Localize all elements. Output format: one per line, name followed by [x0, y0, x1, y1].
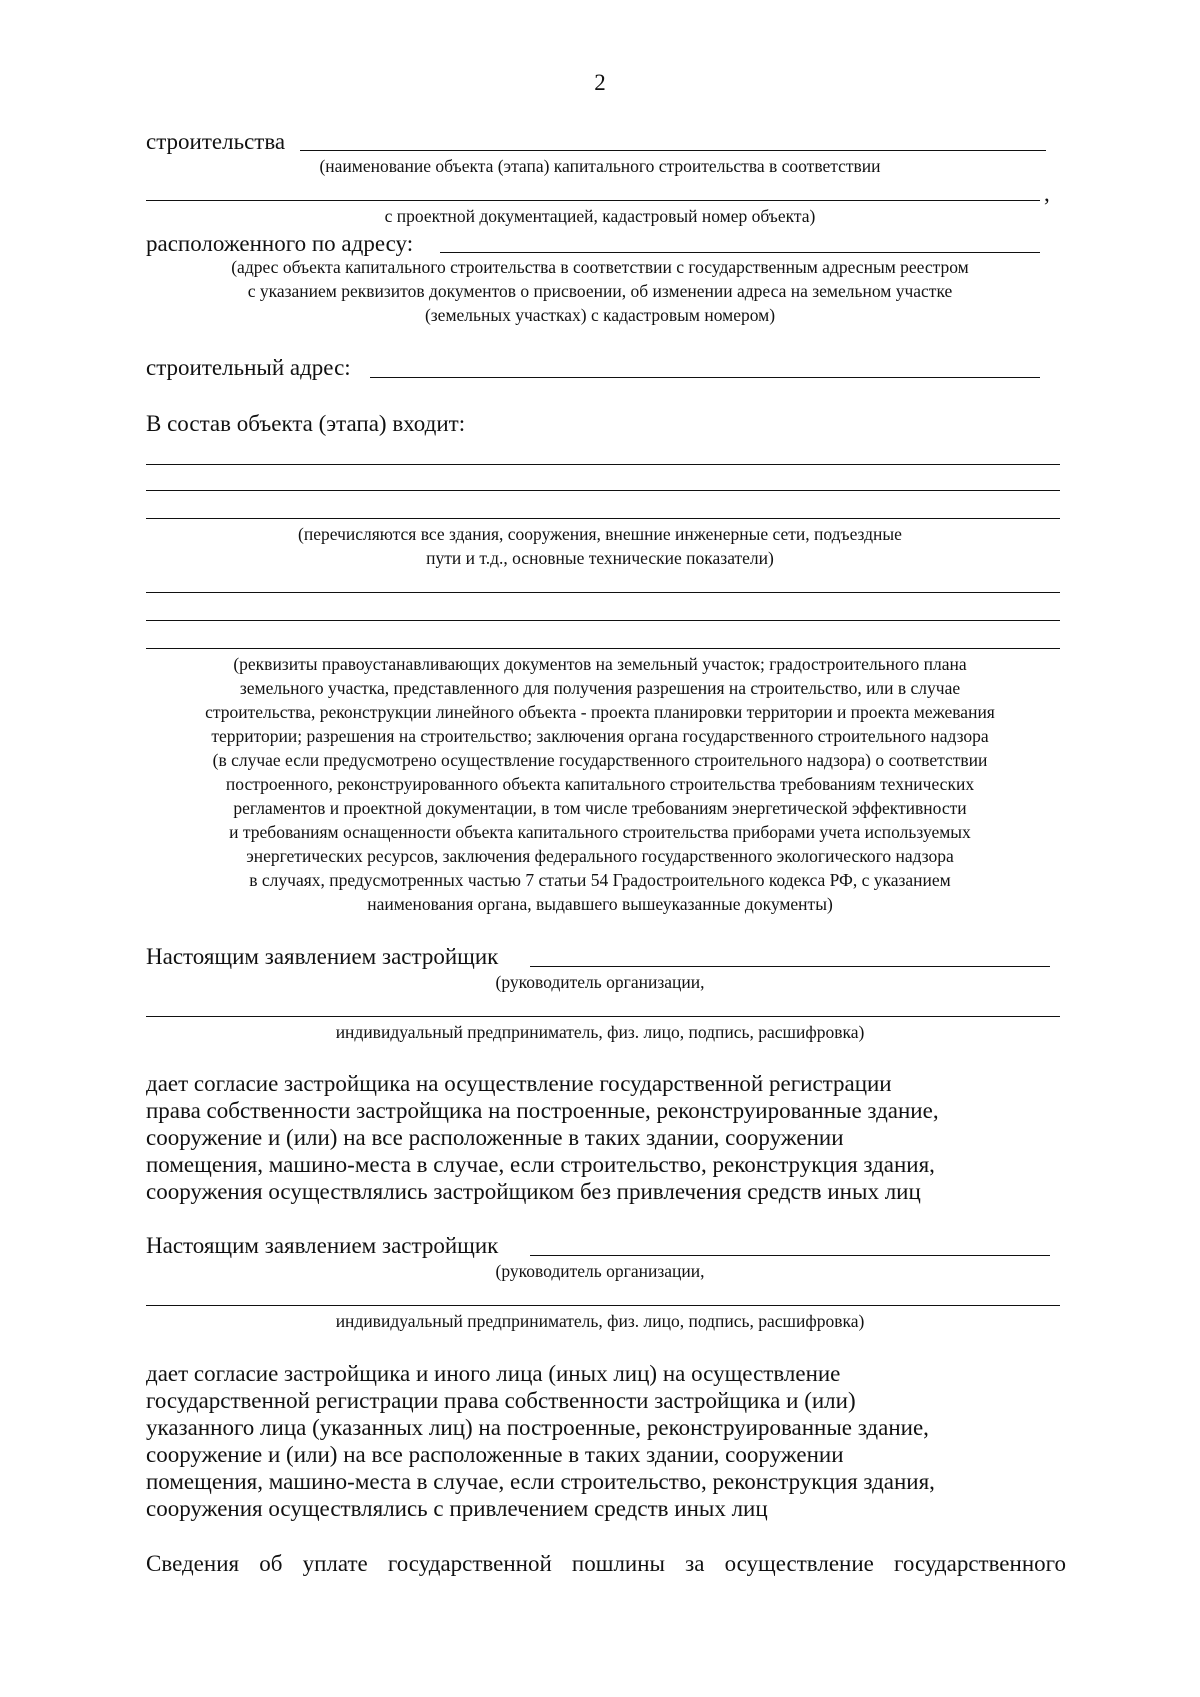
requisites-caption-line: энергетических ресурсов, заключения федерального государственного экологического надзора: [246, 846, 954, 866]
construction-name-field-2[interactable]: [146, 200, 1040, 201]
statement-2-signature-field[interactable]: [146, 1305, 1060, 1306]
requisites-caption-line: земельного участка, представленного для получения разрешения на строительство, или в случае: [239, 678, 961, 698]
statement-1-label: Настоящим заявлением застройщик: [146, 944, 499, 969]
composition-label: В состав объекта (этапа) входит:: [146, 411, 466, 436]
build-address-label: строительный адрес:: [146, 355, 351, 380]
requisites-caption-line: регламентов и проектной документации, в том числе требованиям энергетической эффективности: [233, 798, 967, 818]
requisites-caption-line: наименования органа, выдавшего вышеуказанные документы): [367, 894, 833, 914]
statement-1-text-line: права собственности застройщика на построенные, реконструированные здание,: [146, 1098, 939, 1123]
address-label: расположенного по адресу:: [146, 231, 414, 256]
construction-name-field[interactable]: [300, 150, 1046, 151]
composition-field-line[interactable]: [146, 518, 1060, 519]
statement-1-caption-2: индивидуальный предприниматель, физ. лицо, подпись, расшифровка): [335, 1022, 865, 1042]
construction-label: строительства: [146, 129, 286, 154]
statement-2-text-line: сооружение и (или) на все расположенные в таких здании, сооружении: [146, 1442, 844, 1467]
address-caption-line: с указанием реквизитов документов о присвоении, об изменении адреса на земельном участке: [247, 281, 953, 301]
requisites-field-line[interactable]: [146, 620, 1060, 621]
trailing-comma: ,: [1044, 181, 1050, 206]
address-field[interactable]: [440, 252, 1040, 253]
composition-field-line[interactable]: [146, 490, 1060, 491]
requisites-caption-line: (реквизиты правоустанавливающих документов на земельный участок; градостроительного плана: [233, 654, 967, 674]
statement-2-caption-2: индивидуальный предприниматель, физ. лицо, подпись, расшифровка): [335, 1311, 865, 1331]
fee-text: Сведения об уплате государственной пошлины за осуществление государственного: [146, 1551, 1066, 1576]
requisites-caption-line: строительства, реконструкции линейного объекта - проекта планировки территории и проекта межевания: [205, 702, 995, 722]
statement-1-text-line: сооружения осуществлялись застройщиком без привлечения средств иных лиц: [146, 1179, 921, 1204]
composition-caption-line: (перечисляются все здания, сооружения, внешние инженерные сети, подъездные: [298, 524, 902, 544]
statement-2-caption-1: (руководитель организации,: [495, 1261, 705, 1281]
construction-caption-1: (наименование объекта (этапа) капитального строительства в соответствии: [319, 156, 881, 176]
address-caption-line: (земельных участках) с кадастровым номером): [424, 305, 776, 325]
requisites-field-line[interactable]: [146, 592, 1060, 593]
page-number: 2: [594, 70, 606, 95]
statement-2-text-line: государственной регистрации права собственности застройщика и (или): [146, 1388, 856, 1413]
statement-2-text-line: помещения, машино-места в случае, если строительство, реконструкция здания,: [146, 1469, 935, 1494]
requisites-caption-line: в случаях, предусмотренных частью 7 статьи 54 Градостроительного кодекса РФ, с указанием: [249, 870, 951, 890]
statement-1-text-line: помещения, машино-места в случае, если строительство, реконструкция здания,: [146, 1152, 935, 1177]
statement-2-signer-field[interactable]: [530, 1255, 1050, 1256]
requisites-caption-line: и требованиям оснащенности объекта капитального строительства приборами учета используемых: [229, 822, 971, 842]
statement-2-text-line: указанного лица (указанных лиц) на построенные, реконструированные здание,: [146, 1415, 929, 1440]
requisites-field-line[interactable]: [146, 648, 1060, 649]
statement-1-text-line: сооружение и (или) на все расположенные в таких здании, сооружении: [146, 1125, 844, 1150]
composition-field-line[interactable]: [146, 464, 1060, 465]
address-caption-line: (адрес объекта капитального строительства в соответствии с государственным адресным реестром: [231, 257, 969, 277]
requisites-caption-line: (в случае если предусмотрено осуществление государственного строительного надзора) о соответствии: [212, 750, 988, 770]
build-address-field[interactable]: [370, 377, 1040, 378]
composition-caption-line: пути и т.д., основные технические показатели): [426, 548, 774, 568]
construction-caption-2: с проектной документацией, кадастровый номер объекта): [384, 206, 816, 226]
statement-1-text-line: дает согласие застройщика на осуществление государственной регистрации: [146, 1071, 892, 1096]
statement-1-caption-1: (руководитель организации,: [495, 972, 705, 992]
requisites-caption-line: построенного, реконструированного объекта капитального строительства требованиям технических: [225, 774, 975, 794]
statement-1-signature-field[interactable]: [146, 1016, 1060, 1017]
statement-2-text-line: сооружения осуществлялись с привлечением средств иных лиц: [146, 1496, 768, 1521]
requisites-caption-line: территории; разрешения на строительство; заключения органа государственного строительного надзора: [211, 726, 989, 746]
statement-1-signer-field[interactable]: [530, 966, 1050, 967]
statement-2-text-line: дает согласие застройщика и иного лица (иных лиц) на осуществление: [146, 1361, 841, 1386]
statement-2-label: Настоящим заявлением застройщик: [146, 1233, 499, 1258]
